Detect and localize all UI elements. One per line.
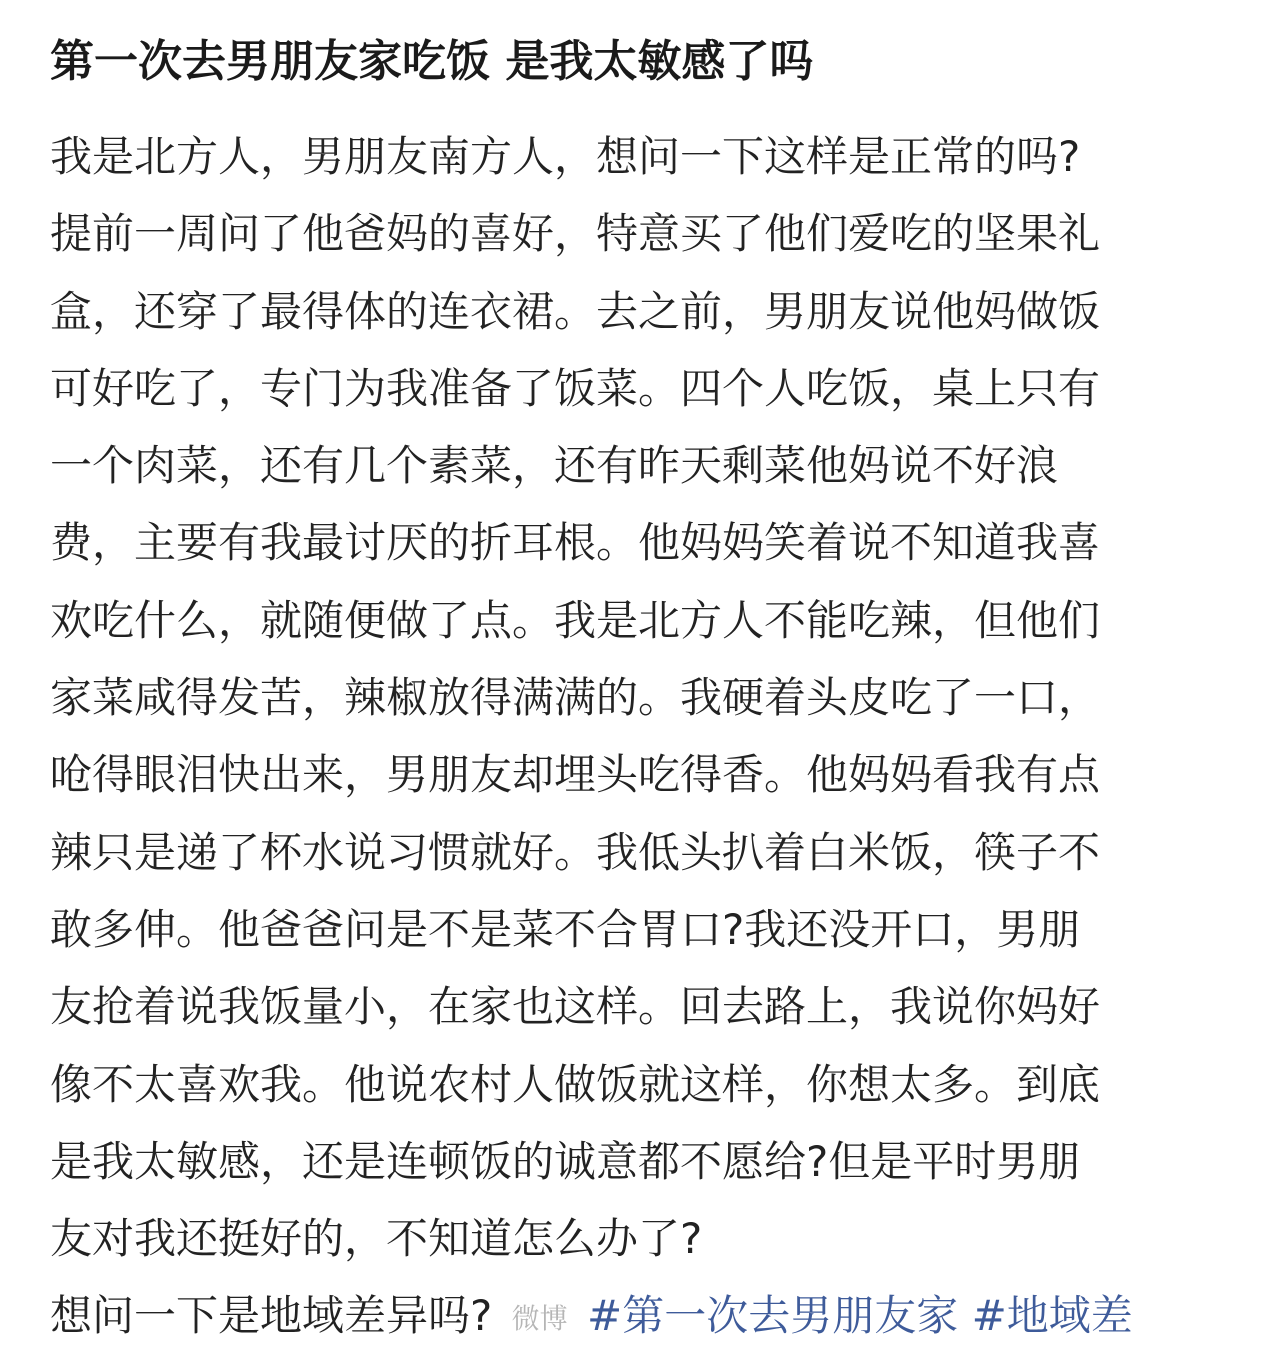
post-body-line: 欢吃什么，就随便做了点。我是北方人不能吃辣，但他们 xyxy=(50,595,1101,645)
post-body-line: 费，主要有我最讨厌的折耳根。他妈妈笑着说不知道我喜 xyxy=(50,518,1101,568)
post-body-line: 是我太敏感，还是连顿饭的诚意都不愿给?但是平时男朋 xyxy=(50,1136,1081,1186)
post-body-line: 家菜咸得发苦，辣椒放得满满的。我硬着头皮吃了一口， xyxy=(50,673,1101,723)
post-body-last-line xyxy=(50,1277,1235,1354)
post-body xyxy=(50,118,1235,1355)
post-body-line: 我是北方人，男朋友南方人，想问一下这样是正常的吗? xyxy=(50,132,1081,181)
hashtag-first-visit[interactable]: #第一次去男朋友家 xyxy=(587,1291,959,1341)
weibo-watermark: 微博 xyxy=(511,1302,568,1336)
post-body-line: 提前一周问了他爸妈的喜好，特意买了他们爱吃的坚果礼 xyxy=(50,209,1101,259)
post-body-line: 友抢着说我饭量小，在家也这样。回去路上，我说你妈好 xyxy=(50,982,1101,1032)
post-body-line: 一个肉菜，还有几个素菜，还有昨天剩菜他妈说不好浪 xyxy=(50,441,1059,491)
post-body-line: 辣只是递了杯水说习惯就好。我低头扒着白米饭，筷子不 xyxy=(50,827,1101,877)
post-body-line: 呛得眼泪快出来，男朋友却埋头吃得香。他妈妈看我有点 xyxy=(50,750,1101,800)
post-body-line: 友对我还挺好的，不知道怎么办了? xyxy=(50,1214,703,1264)
post-body-line: 可好吃了，专门为我准备了饭菜。四个人吃饭，桌上只有 xyxy=(50,363,1101,413)
post-body-line: 敢多伸。他爸爸问是不是菜不合胃口?我还没开口，男朋 xyxy=(50,904,1081,954)
post-body-line: 盒，还穿了最得体的连衣裙。去之前，男朋友说他妈做饭 xyxy=(50,286,1101,336)
hashtag-regional-difference[interactable]: #地域差 xyxy=(971,1291,1133,1341)
post-title: 第一次去男朋友家吃饭 是我太敏感了吗 xyxy=(50,36,814,87)
post-body-question: 想问一下是地域差异吗? xyxy=(50,1291,493,1341)
post-body-line: 像不太喜欢我。他说农村人做饭就这样，你想太多。到底 xyxy=(50,1059,1101,1109)
post-card xyxy=(50,30,1235,1355)
